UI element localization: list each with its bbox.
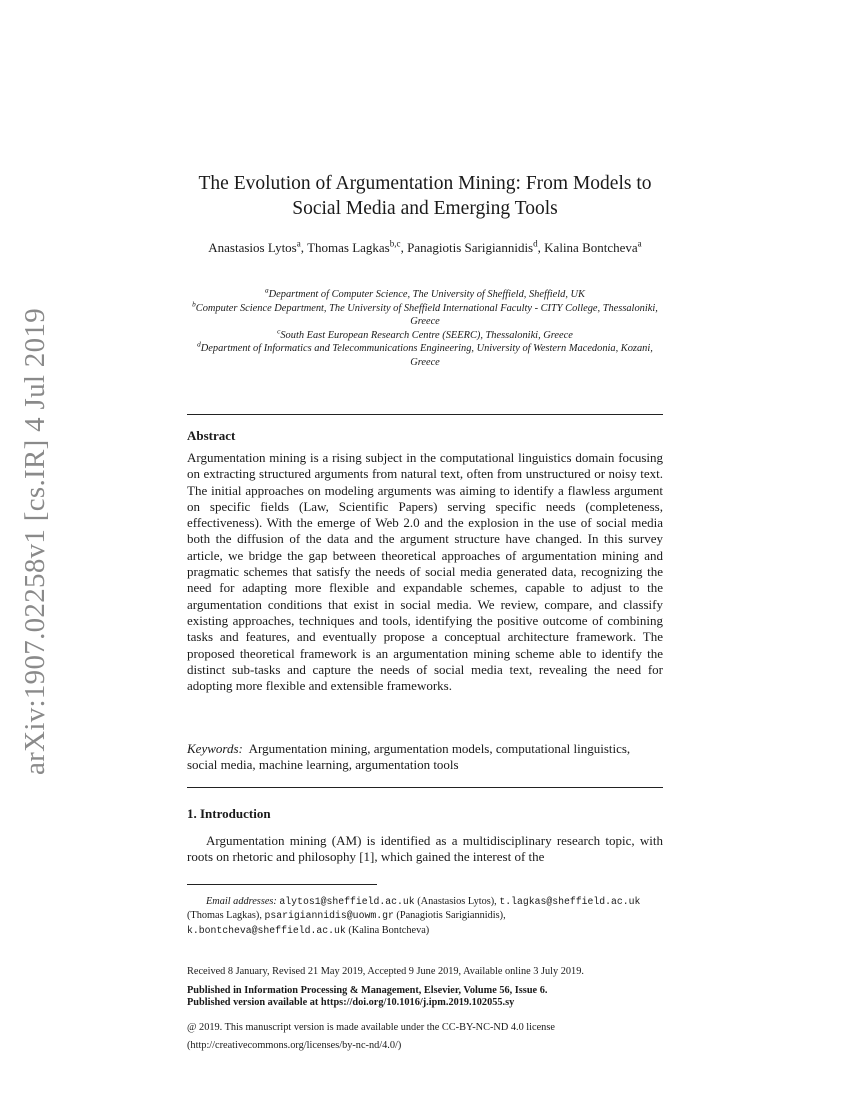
abstract-top-rule <box>187 414 663 415</box>
email-owner: (Kalina Bontcheva) <box>348 924 430 936</box>
author: Thomas Lagkas <box>307 240 390 255</box>
affiliation <box>187 302 663 329</box>
email-owner: (Panagiotis Sarigiannidis), <box>396 910 506 922</box>
arxiv-sidebar <box>14 308 54 775</box>
affiliation <box>187 288 663 302</box>
abstract-heading: Abstract <box>187 428 236 443</box>
affil-mark: a <box>265 286 269 295</box>
arxiv-id: arXiv:1907.02258v1 [cs.IR] 4 Jul 2019 <box>19 308 51 775</box>
keywords-text: Argumentation mining, argumentation models, computational linguistics, social media, machine learning, argumentation tools <box>187 741 631 773</box>
affiliation <box>187 329 663 343</box>
abstract-text: Argumentation mining is a rising subject in the computational linguistics domain focusing on extracting structured arguments from natural text, often from unstructured or noisy text. The initial approaches on modeling arguments was aiming to identify a flawless argument on specific fields (Law, Scientific Papers) serving specific needs (completeness, effectiveness). With the emerge of Web 2.0 and the explosion in the use of social media both the diffusion of the data and the argument structure have changed. In this survey article, we bridge the gap between theoretical approaches of argumentation mining and pragmatic schemes that satisfy the needs of social media generated data, recognizing the need for adapting more flexible and expandable schemes, capable to adjust to the argumentation conditions that exist in social media. We review, compare, and classify existing approaches, techniques and tools, identifying the positive outcome of combining tasks and features, and eventually propose a conceptual architecture framework. The proposed theoretical framework is an argumentation mining scheme able to identify the distinct sub-tasks and capture the needs of social media text, revealing the need for adopting more flexible and extensible frameworks. <box>187 450 663 694</box>
author: Panagiotis Sarigiannidis <box>407 240 534 255</box>
author-affil-mark: a <box>296 238 301 249</box>
published-doi[interactable]: Published version available at https://doi.org/10.1016/j.ipm.2019.102055.sy <box>187 996 515 1008</box>
email-footnote <box>187 895 663 938</box>
affil-text: Department of Computer Science, The University of Sheffield, Sheffield, UK <box>268 289 585 300</box>
author: Kalina Bontcheva <box>544 240 638 255</box>
author-list: Anastasios Lytos$^a$, Thomas Lagkas$^{b,c}$, Panagiotis Sarigiannidis$^d$, Kalina Bontcheva$^a$ <box>208 238 642 255</box>
email-link[interactable]: alytos1@sheffield.ac.uk <box>279 896 415 907</box>
keywords <box>187 741 663 774</box>
license-notice <box>187 1019 663 1055</box>
email-owner: (Anastasios Lytos), <box>417 896 497 907</box>
email-link[interactable]: k.bontcheva@sheffield.ac.uk <box>187 924 346 936</box>
section-text: Argumentation mining (AM) is identified as a multidisciplinary research topic, with roots on rhetoric and philosophy [1], which gained the interest of the <box>187 833 663 865</box>
author-affil-mark: a <box>637 238 642 249</box>
license-url[interactable]: (http://creativecommons.org/licenses/by-nc-nd/4.0/) <box>187 1040 402 1051</box>
affiliation <box>187 342 663 369</box>
footnote-label: Email addresses: <box>206 896 277 907</box>
paper-title: The Evolution of Argumentation Mining: From Models to Social Media and Emerging Tools <box>198 173 652 219</box>
author-affil-mark: b,c <box>389 238 401 249</box>
email-link[interactable]: psarigiannidis@uowm.gr <box>264 910 394 922</box>
author: Anastasios Lytos <box>208 240 297 255</box>
email-owner: (Thomas Lagkas), <box>187 910 262 922</box>
affil-mark: b <box>192 300 196 309</box>
abstract-bottom-rule <box>187 787 663 788</box>
affiliations <box>187 288 663 369</box>
received-dates: Received 8 January, Revised 21 May 2019, Accepted 9 June 2019, Available online 3 July 2019. <box>187 966 584 977</box>
published-journal: Published in Information Processing & Management, Elsevier, Volume 56, Issue 6. <box>187 985 548 996</box>
affil-text: South East European Research Centre (SEERC), Thessaloniki, Greece <box>280 329 573 341</box>
publication-info <box>187 985 663 1008</box>
email-link[interactable]: t.lagkas@sheffield.ac.uk <box>499 896 641 907</box>
affil-text: Computer Science Department, The University of Sheffield International Faculty - CITY College, Thessaloniki, Greece <box>195 302 658 327</box>
footnote-rule <box>187 884 377 885</box>
affil-mark: d <box>197 340 201 349</box>
affil-text: Department of Informatics and Telecommunications Engineering, University of Western Macedonia, Kozani, Greece <box>200 343 653 368</box>
keywords-label: Keywords: <box>187 741 243 756</box>
license-text: @ 2019. This manuscript version is made available under the CC-BY-NC-ND 4.0 license <box>187 1022 555 1033</box>
author-affil-mark: d <box>533 238 538 249</box>
affil-mark: c <box>277 327 281 336</box>
section-heading: 1. Introduction <box>187 806 271 821</box>
